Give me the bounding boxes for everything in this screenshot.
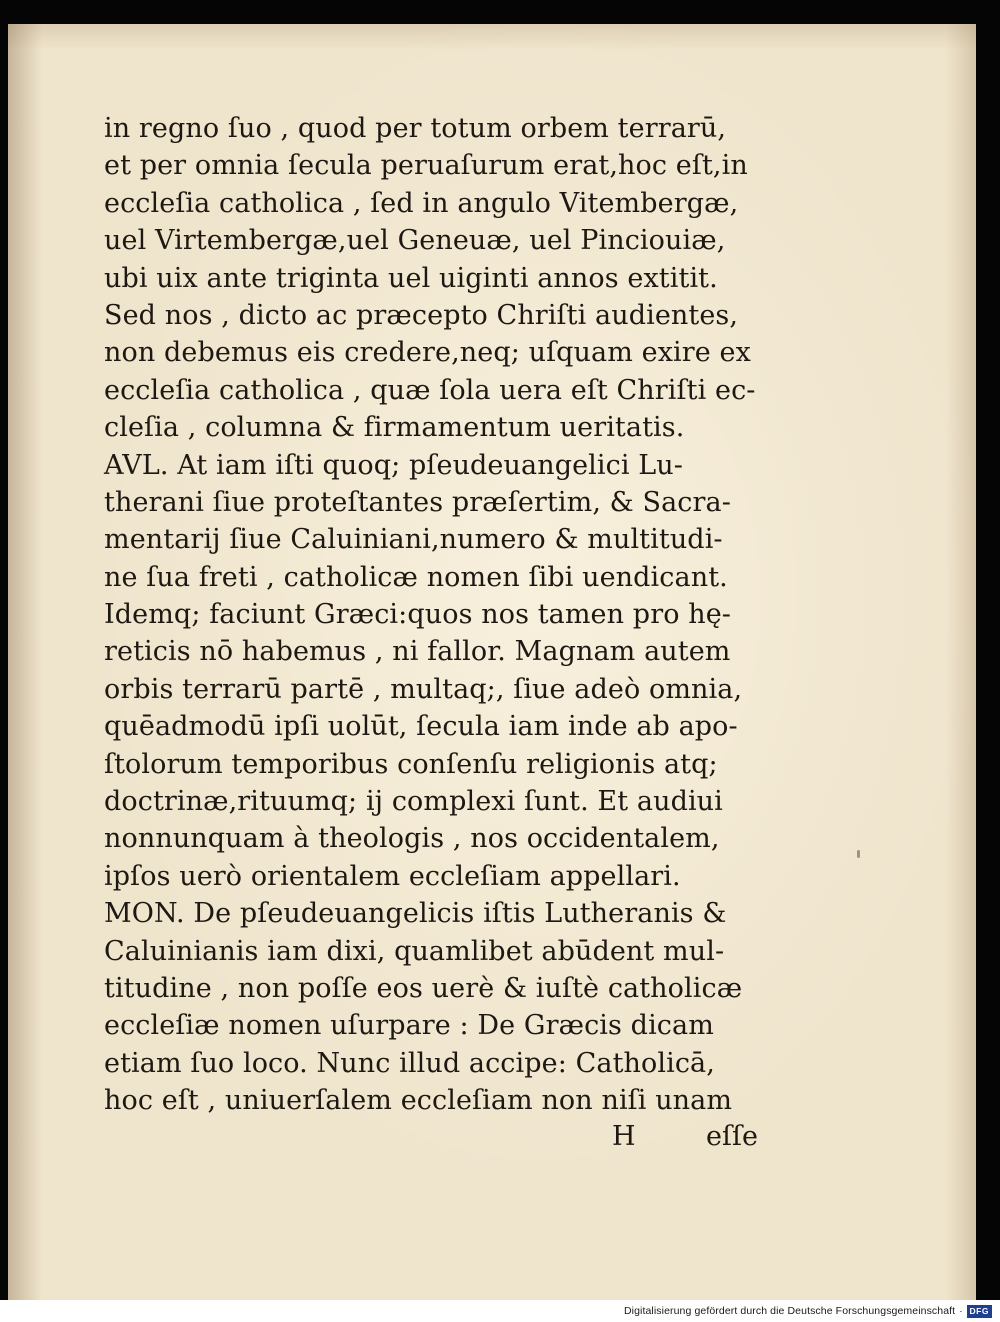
- funding-credit: Digitalisierung gefördert durch die Deutsche Forschungsgemeinschaft: [623, 1305, 956, 1317]
- page-text: [104, 110, 764, 1120]
- text-line: in regno ſuo , quod per totum orbem terrarū,: [104, 113, 727, 144]
- text-line: Idemq; faciunt Græci:quos nos tamen pro hę-: [104, 599, 732, 631]
- text-line: ſtolorum temporibus conſenſu religionis atq;: [104, 748, 718, 780]
- text-line: quēadmodū ipſi uolūt, ſecula iam inde ab apo-: [104, 711, 738, 743]
- text-line: mentarij ſiue Caluiniani,numero & multitudi-: [104, 524, 723, 556]
- text-line: Sed nos , dicto ac præcepto Chriſti audientes,: [104, 299, 739, 331]
- text-line: doctrinæ,rituumq; ij complexi ſunt. Et audiui: [104, 786, 723, 818]
- footer-separator: ·: [959, 1305, 963, 1317]
- text-line: nonnunquam à theologis , nos occidentalem,: [104, 823, 720, 855]
- text-line: AVL. At iam iſti quoq; pſeudeuangelici Lu-: [104, 449, 684, 481]
- text-line: eccleſiæ nomen uſurpare : De Græcis dicam: [104, 1010, 714, 1042]
- text-line: ipſos uerò orientalem eccleſiam appellari.: [104, 860, 681, 892]
- signature-mark: H: [612, 1121, 636, 1152]
- text-line: hoc eſt , uniuerſalem eccleſiam non niſi unam: [104, 1085, 733, 1117]
- text-line: orbis terrarū partē , multaq;, ſiue adeò omnia,: [104, 673, 743, 705]
- text-line: MON. De pſeudeuangelicis iſtis Lutheranis &: [104, 898, 727, 930]
- paper-speck: [857, 850, 860, 858]
- footer-bar: [0, 1300, 1000, 1322]
- dfg-logo-icon: DFG: [967, 1305, 992, 1318]
- book-page: [8, 24, 976, 1300]
- text-line: ne ſua freti , catholicæ nomen ſibi uendicant.: [104, 561, 728, 593]
- signature-line: [104, 1121, 764, 1161]
- text-line: uel Virtembergæ,uel Geneuæ, uel Pinciouiæ,: [104, 225, 726, 257]
- text-line: etiam ſuo loco. Nunc illud accipe: Catholicā,: [104, 1047, 715, 1079]
- text-line: et per omnia ſecula peruaſurum erat,hoc eſt,in: [104, 150, 748, 182]
- text-line: non debemus eis credere,neq; uſquam exire ex: [104, 337, 751, 369]
- catchword: eſſe: [706, 1121, 758, 1152]
- text-line: reticis nō habemus , ni fallor. Magnam autem: [104, 636, 731, 668]
- text-line: eccleſia catholica , quæ ſola uera eſt Chriſti ec-: [104, 374, 756, 406]
- text-line: cleſia , columna & firmamentum ueritatis.: [104, 412, 685, 444]
- text-line: therani ſiue proteſtantes præſertim, & Sacra-: [104, 486, 731, 518]
- text-line: Caluinianis iam dixi, quamlibet abūdent mul-: [104, 935, 725, 967]
- text-line: titudine , non poſſe eos uerè & iuſtè catholicæ: [104, 972, 743, 1004]
- text-line: eccleſia catholica , ſed in angulo Vitembergæ,: [104, 187, 739, 219]
- text-line: ubi uix ante triginta uel uiginti annos extitit.: [104, 262, 718, 294]
